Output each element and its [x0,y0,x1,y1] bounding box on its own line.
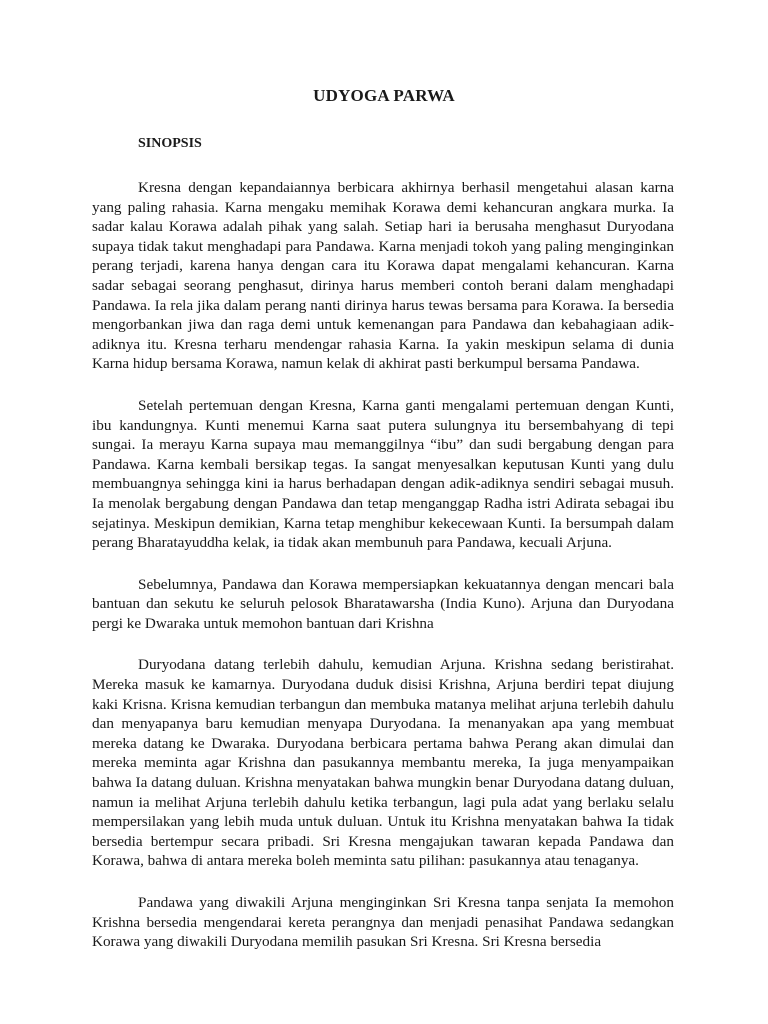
paragraph: Setelah pertemuan dengan Kresna, Karna ganti mengalami pertemuan dengan Kunti, ibu kandungnya. Kunti menemui Karna saat putera sulungnya itu bersembahyang di tepi sungai. Ia merayu Karna supaya mau memanggilnya “ibu” dan sudi bergabung dengan para Pandawa. Karna kembali bersikap tegas. Ia sangat menyesalkan keputusan Kunti yang dulu membuangnya sehingga kini ia harus berhadapan dengan adik-adiknya sendiri sebagai musuh. Ia menolak bergabung dengan Pandawa dan tetap menganggap Radha istri Adirata sebagai ibu sejatinya. Meskipun demikian, Karna tetap menghibur kekecewaan Kunti. Ia bersumpah dalam perang Bharatayuddha kelak, ia tidak akan membunuh para Pandawa, kecuali Arjuna. [92,396,674,552]
section-heading: SINOPSIS [138,136,202,151]
document-body [92,178,674,974]
paragraph: Kresna dengan kepandaiannya berbicara akhirnya berhasil mengetahui alasan karna yang paling rahasia. Karna mengaku memihak Korawa demi kehancuran angkara murka. Ia sadar kalau Korawa adalah pihak yang salah. Setiap hari ia berusaha menghasut Duryodana supaya tidak takut menghadapi para Pandawa. Karna menjadi tokoh yang paling menginginkan perang terjadi, karena hanya dengan cara itu Korawa dapat mengalami kehancuran. Karna sadar sebagai seorang penghasut, dirinya harus memberi contoh berani dalam menghadapi Pandawa. Ia rela jika dalam perang nanti dirinya harus tewas bersama para Korawa. Ia bersedia mengorbankan jiwa dan raga demi untuk kemenangan para Pandawa dan kebahagiaan adik-adiknya itu. Kresna terharu mendengar rahasia Karna. Ia yakin meskipun selama di dunia Karna hidup bersama Korawa, namun kelak di akhirat pasti berkumpul bersama Pandawa. [92,179,674,373]
paragraph: Duryodana datang terlebih dahulu, kemudian Arjuna. Krishna sedang beristirahat. Mereka masuk ke kamarnya. Duryodana duduk disisi Krishna, Arjuna berdiri tepat diujung kaki Krisna. Krisna kemudian terbangun dan membuka matanya melihat arjuna terlebih dahulu dan menyapanya baru kemudian menyapa Duryodana. Ia menanyakan apa yang membuat mereka datang ke Dwaraka. Duryodana berbicara pertama bahwa Perang akan dimulai dan mereka meminta agar Krishna dan pasukannya membantu mereka, Ia juga menyampaikan bahwa Ia datang duluan. Krishna menyatakan bahwa mungkin benar Duryodana datang duluan, namun ia melihat Arjuna terlebih dahulu ketika terbangun, lagi pula adat yang berlaku selalu mempersilakan yang lebih muda untuk duluan. Untuk itu Krishna menyatakan bahwa Ia tidak bersedia bertempur secara pribadi. Sri Kresna mengajukan tawaran kepada Pandawa dan Korawa, bahwa di antara mereka boleh meminta satu pilihan: pasukannya atau tenaganya. [92,656,674,870]
paragraph: Sebelumnya, Pandawa dan Korawa mempersiapkan kekuatannya dengan mencari bala bantuan dan sekutu ke seluruh pelosok Bharatawarsha (India Kuno). Arjuna dan Duryodana pergi ke Dwaraka untuk memohon bantuan dari Krishna [92,575,674,632]
paragraph: Pandawa yang diwakili Arjuna menginginkan Sri Kresna tanpa senjata Ia memohon Krishna bersedia mengendarai kereta perangnya dan menjadi penasihat Pandawa sedangkan Korawa yang diwakili Duryodana memilih pasukan Sri Kresna. Sri Kresna bersedia [92,894,674,951]
document-title: UDYOGA PARWA [313,86,455,105]
